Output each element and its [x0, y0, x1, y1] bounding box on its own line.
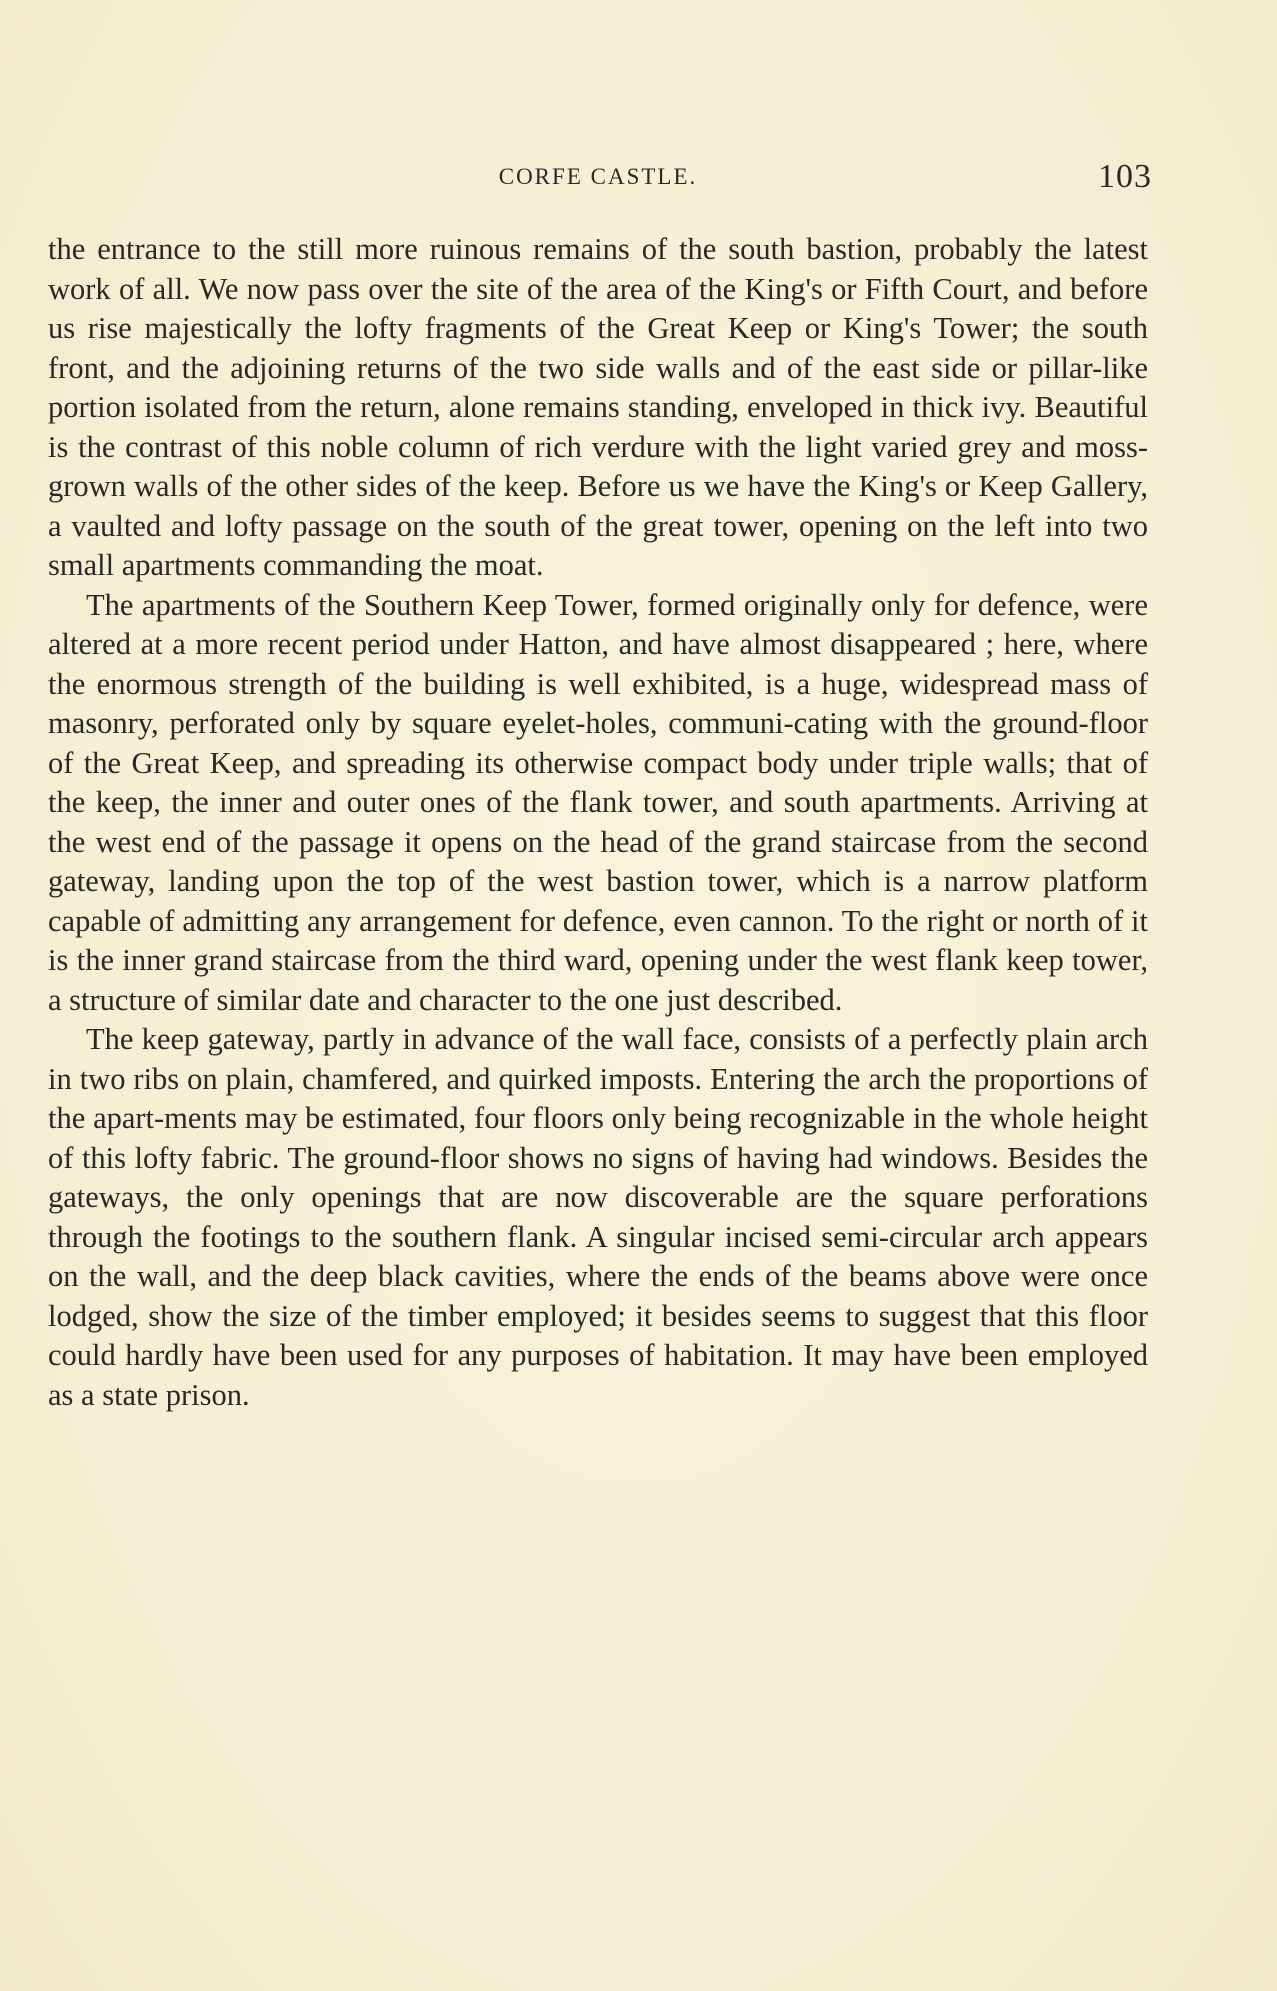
running-head: [48, 158, 1152, 198]
paragraph-3: The keep gateway, partly in advance of the wall face, consists of a perfectly plain arch in two ribs on plain, chamfered, and quirked imposts. Entering the arch the proportions of the apart-ments may be estimated, four floors only being recognizable in the whole height of this lofty fabric. The ground-floor shows no signs of having had windows. Besides the gateways, the only openings that are now discoverable are the square perforations through the footings to the southern flank. A singular incised semi-circular arch appears on the wall, and the deep black cavities, where the ends of the beams above were once lodged, show the size of the timber employed; it besides seems to suggest that this floor could hardly have been used for any purposes of habitation. It may have been employed as a state prison.: [48, 1022, 1148, 1412]
body-text: [48, 230, 1148, 1415]
running-title: CORFE CASTLE.: [498, 164, 698, 189]
paragraph-1: the entrance to the still more ruinous remains of the south bastion, probably the latest work of all. We now pass over the site of the area of the King's or Fifth Court, and before us rise majestically the lofty fragments of the Great Keep or King's Tower; the south front, and the adjoining returns of the two side walls and of the east side or pillar-like portion isolated from the return, alone remains standing, enveloped in thick ivy. Beautiful is the contrast of this noble column of rich verdure with the light varied grey and moss-grown walls of the other sides of the keep. Before us we have the King's or Keep Gallery, a vaulted and lofty passage on the south of the great tower, opening on the left into two small apartments commanding the moat.: [48, 232, 1148, 582]
page-number: 103: [1098, 158, 1152, 195]
paragraph-2: The apartments of the Southern Keep Tower, formed originally only for defence, were altered at a more recent period under Hatton, and have almost disappeared ; here, where the enormous strength of the building is well exhibited, is a huge, widespread mass of masonry, perforated only by square eyelet-holes, communi-cating with the ground-floor of the Great Keep, and spreading its otherwise compact body under triple walls; that of the keep, the inner and outer ones of the flank tower, and south apartments. Arriving at the west end of the passage it opens on the head of the grand staircase from the second gateway, landing upon the top of the west bastion tower, which is a narrow platform capable of admitting any arrangement for defence, even cannon. To the right or north of it is the inner grand staircase from the third ward, opening under the west flank keep tower, a structure of similar date and character to the one just described.: [48, 587, 1148, 1017]
